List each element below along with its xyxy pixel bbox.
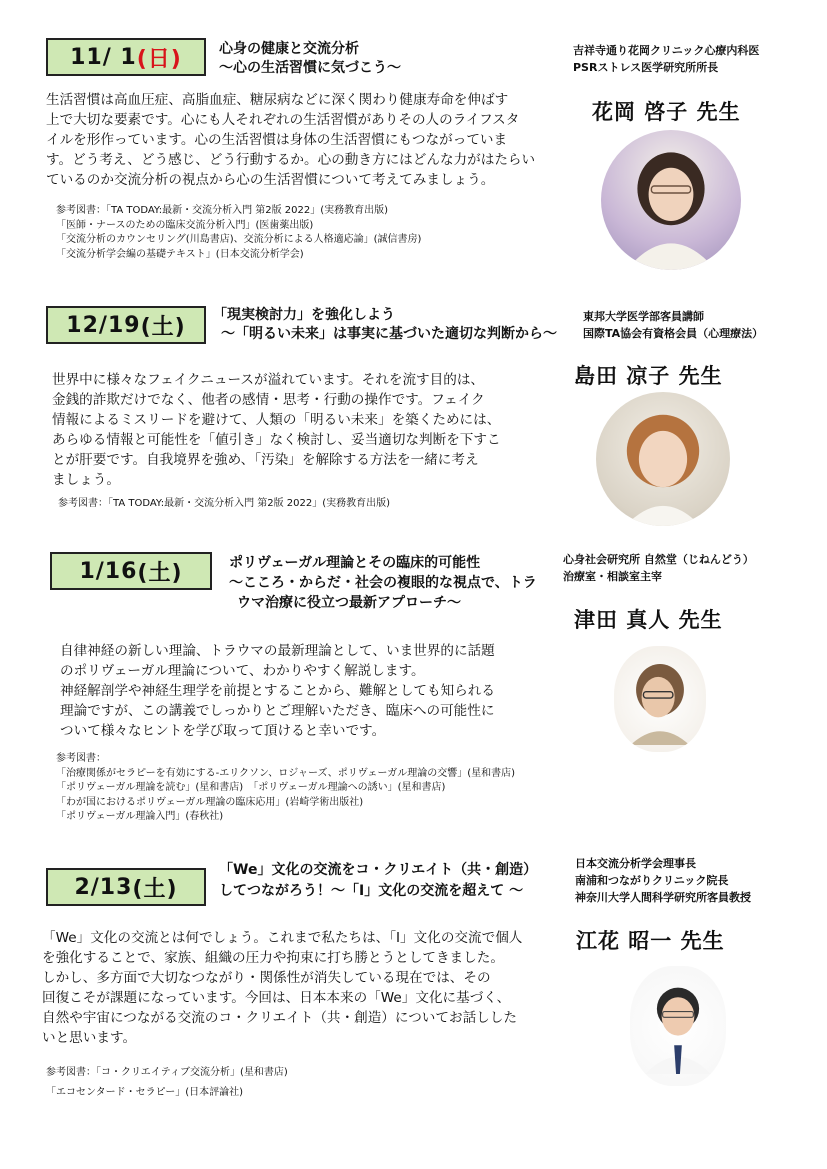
person-photo-icon <box>601 130 741 270</box>
speaker-affiliation: 東邦大学医学部客員講師 国際TA協会有資格会員（心理療法） <box>583 310 764 340</box>
session-date: 12/19 <box>66 312 141 338</box>
speaker-affiliation: 日本交流分析学会理事長 南浦和つながりクリニック院長 神奈川大学人間科学研究所客員教授 <box>575 857 751 904</box>
speaker-photo <box>630 966 726 1086</box>
reference-books: 参考図書： 「治療関係がセラピーを有効にする‐エリクソン、ロジャーズ、ポリヴェーガル理論の交響」(星和書店) 「ポリヴェーガル理論を読む」(星和書店) 「ポリヴェーガル理論への誘い」(星和書店) 「わが国におけるポリヴェーガル理論の臨床応用」(岩崎学術出版社) 「ポリヴェーガル理論入門」(春秋社) <box>56 753 516 822</box>
speaker-name: 江花 昭一 先生 <box>576 929 725 953</box>
reference-books: 参考図書：「TA TODAY:最新・交流分析入門 第2版 2022」(実務教育出版) 「医師・ナースのための臨床交流分析入門」(医歯薬出版) 「交流分析のカウンセリング(川島書店)、交流分析による人格適応論」(誠信書房) 「交流分析学会編の基礎テキスト」(日本交流分析学会) <box>56 205 422 260</box>
session-title: 心身の健康と交流分析 ～心の生活習慣に気づこう～ <box>219 41 401 76</box>
speaker-photo <box>614 646 706 752</box>
session-day-of-week: (日) <box>136 46 182 72</box>
person-photo-icon <box>596 392 730 526</box>
session-day-of-week: (土) <box>137 560 183 586</box>
session-date-box <box>46 868 206 906</box>
speaker-name: 島田 凉子 先生 <box>574 364 723 388</box>
speaker-affiliation: 心身社会研究所 自然堂（じねんどう） 治療室・相談室主宰 <box>563 553 754 583</box>
session-description: 世界中に様々なフェイクニュースが溢れています。それを流す目的は、 金銭的詐欺だけでなく、他者の感情・思考・行動の操作です。フェイク 情報によるミスリードを避けて、人類の「明るい未来」を築くためには、 あらゆる情報と可能性を「値引き」なく検討し、妥当適切な判断を下すこ とが肝要です。自我境界を強め、「汚染」を解除する方法を一緒に考え ましょう。 <box>52 372 501 488</box>
reference-books: 参考図書：「TA TODAY:最新・交流分析入門 第2版 2022」(実務教育出版) <box>58 498 391 509</box>
speaker-photo <box>596 392 730 526</box>
speaker-photo <box>601 130 741 270</box>
session-description: 「We」文化の交流とは何でしょう。これまで私たちは、「I」文化の交流で個人 を強化することで、家族、組織の圧力や拘束に打ち勝とうとしてきました。 しかし、多方面で大切なつながり・関係性が消失している現在では、その 回復こそが課題になっています。今回は、日本本来の「We」文化に基づく、 自然や宇宙につながる交流のコ・クリエイト（共・創造）についてお話しした いと思います。 <box>42 930 523 1046</box>
session-date: 11/ 1 <box>70 44 137 70</box>
session-day-of-week: (土) <box>132 876 178 902</box>
session-description: 生活習慣は高血圧症、高脂血症、糖尿病などに深く関わり健康寿命を伸ばす 上で大切な要素です。心にも人それぞれの生活習慣がありその人のライフスタ イルを形作っています。心の生活習慣は身体の生活習慣にもつながっていま す。どう考え、どう感じ、どう行動するか。心の動き方にはどんな力がはたらい ているのか交流分析の視点から心の生活習慣について考えてみましょう。 <box>46 92 536 188</box>
session-date: 2/13 <box>74 874 133 900</box>
session-date-box <box>46 306 206 344</box>
person-photo-icon <box>614 646 706 752</box>
session-day-of-week: (土) <box>140 314 186 340</box>
session-title: ポリヴェーガル理論とその臨床的可能性 ～こころ・からだ・社会の複眼的な視点で、トラ ウマ治療に役立つ最新アプローチ～ <box>229 555 537 611</box>
reference-books: 参考図書：「コ・クリエイティブ交流分析」(星和書店) 「エコセンタード・セラピー」(日本評論社) <box>46 1067 288 1098</box>
speaker-name: 津田 真人 先生 <box>574 608 723 632</box>
session-title: 「現実検討力」を強化しよう ～「明るい未来」は事実に基づいた適切な判断から～ <box>213 307 557 342</box>
speaker-affiliation: 吉祥寺通り花岡クリニック心療内科医 PSRストレス医学研究所所長 <box>573 44 760 74</box>
session-title: 「We」文化の交流をコ・クリエイト（共・創造） してつながろう！～「I」文化の交流を超えて ～ <box>219 862 538 899</box>
session-description: 自律神経の新しい理論、トラウマの最新理論として、いま世界的に話題 のポリヴェーガル理論について、わかりやすく解説します。 神経解剖学や神経生理学を前提とすることから、難解としても知られる 理論ですが、この講義でしっかりとご理解いただき、臨床への可能性に ついて様々なヒントを学び取って頂けると幸いです。 <box>60 643 495 739</box>
session-date-box <box>50 552 212 590</box>
speaker-name: 花岡 啓子 先生 <box>592 100 741 124</box>
person-photo-icon <box>630 966 726 1086</box>
session-date: 1/16 <box>79 558 138 584</box>
session-date-box <box>46 38 206 76</box>
